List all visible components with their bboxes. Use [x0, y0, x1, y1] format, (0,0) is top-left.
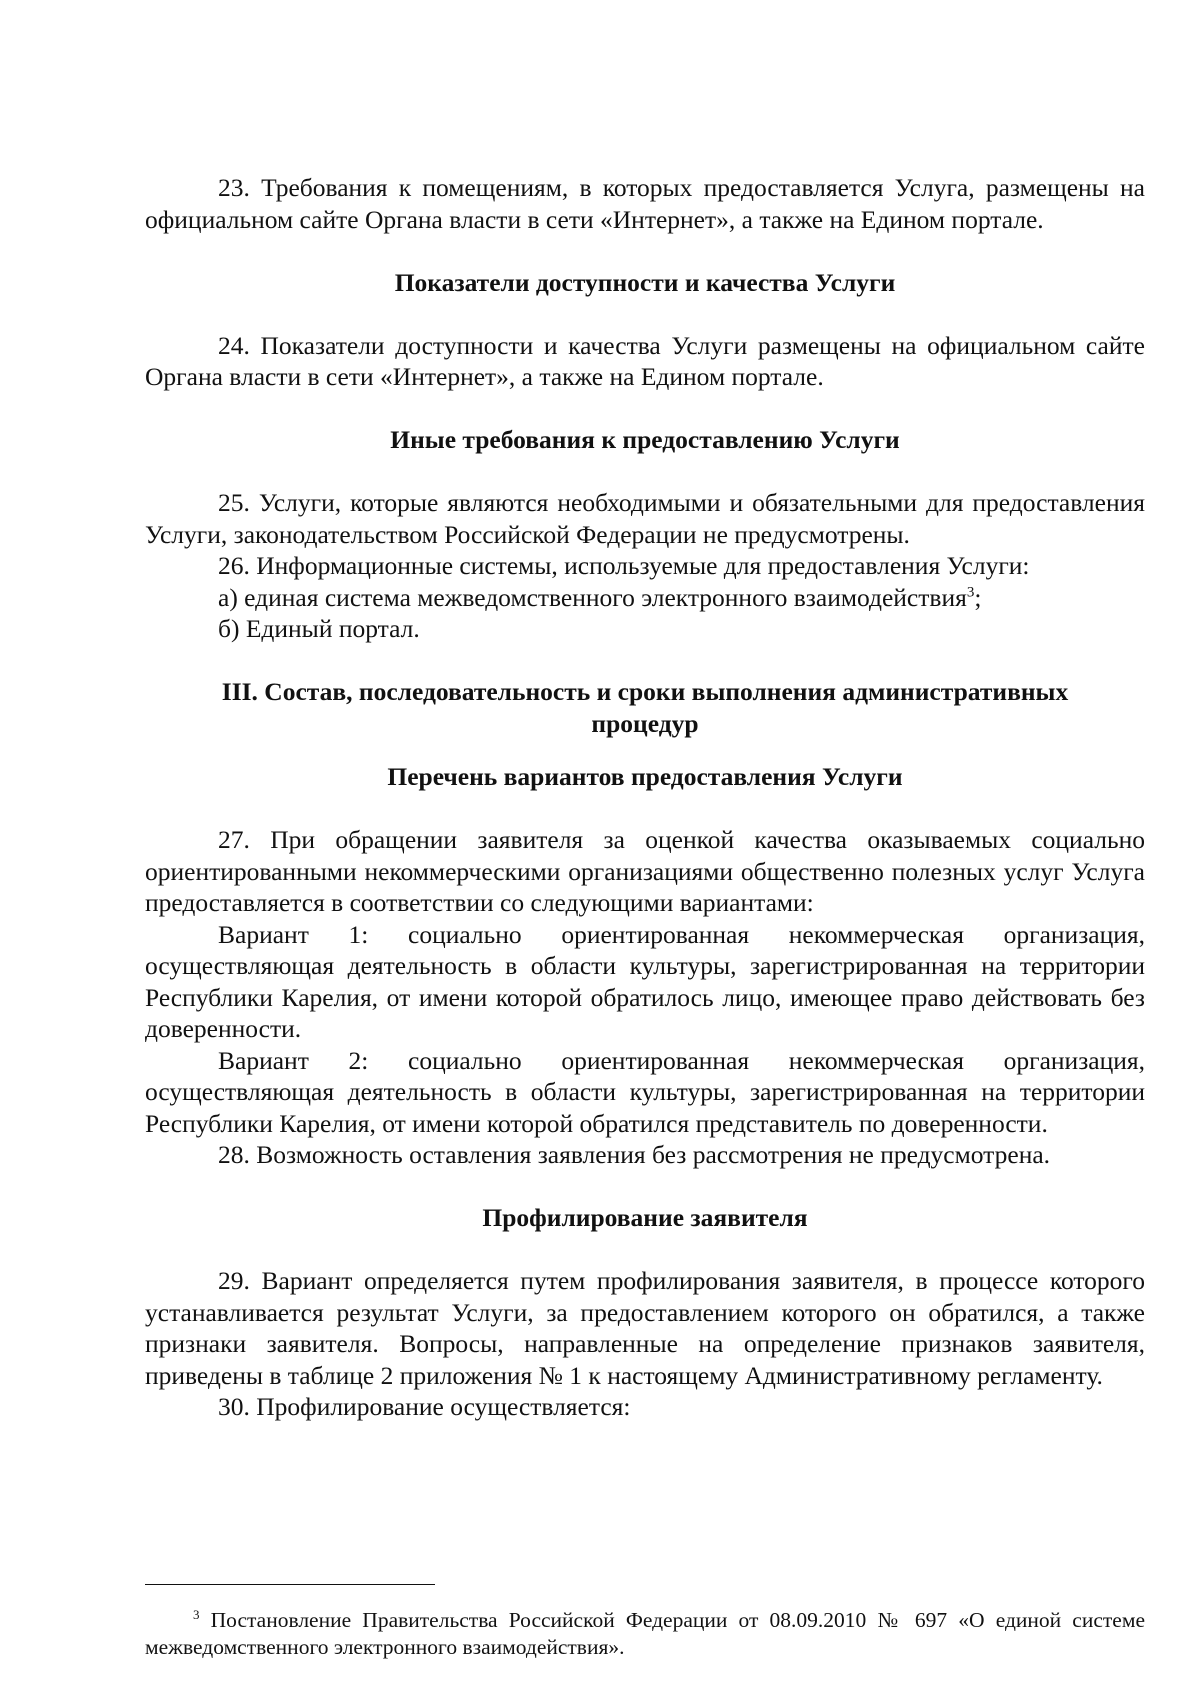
- paragraph-26-a-end: ;: [974, 582, 982, 612]
- footnote-ref: 3: [966, 584, 975, 600]
- paragraph-26-a-text: а) единая система межведомственного электронного взаимодействия: [218, 582, 967, 612]
- footnote: [145, 1607, 1145, 1661]
- paragraph-26-a: [145, 582, 1145, 614]
- variant-2: Вариант 2: социально ориентированная некоммерческая организация, осуществляющая деятельность в области культуры, зарегистрированная на территории Республики Карелия, от имени которой обратился представитель по доверенности.: [145, 1045, 1145, 1138]
- heading-variants: Перечень вариантов предоставления Услуги: [387, 762, 903, 791]
- footnote-text: Постановление Правительства Российской Федерации от 08.09.2010 № 697 «О единой системе межведомственного электронного взаимодействия».: [145, 1608, 1145, 1659]
- paragraph-25: 25. Услуги, которые являются необходимыми и обязательными для предоставления Услуги, законодательством Российской Федерации не предусмотрены.: [145, 488, 1145, 549]
- footnote-mark: 3: [193, 1606, 200, 1622]
- heading-profiling: Профилирование заявителя: [482, 1203, 808, 1232]
- paragraph-28: 28. Возможность оставления заявления без рассмотрения не предусмотрена.: [218, 1140, 1051, 1169]
- document-body: [145, 172, 1145, 1423]
- paragraph-30: 30. Профилирование осуществляется:: [218, 1392, 631, 1421]
- paragraph-29: 29. Вариант определяется путем профилирования заявителя, в процессе которого устанавливается результат Услуги, за предоставлением которого он обратился, а также признаки заявителя. Вопросы, направленные на определение признаков заявителя, приведены в таблице 2 приложения № 1 к настоящему Административному регламенту.: [145, 1266, 1145, 1390]
- paragraph-27: 27. При обращении заявителя за оценкой качества оказываемых социально ориентированными некоммерческими организациями общественно полезных услуг Услуга предоставляется в соответствии со следующими вариантами:: [145, 825, 1145, 917]
- variant-1: Вариант 1: социально ориентированная некоммерческая организация, осуществляющая деятельность в области культуры, зарегистрированная на территории Республики Карелия, от имени которой обратилось лицо, имеющее право действовать без доверенности.: [145, 919, 1145, 1043]
- footnote-divider: [145, 1584, 435, 1585]
- heading-section-3: III. Состав, последовательность и сроки выполнения административных процедур: [221, 677, 1069, 738]
- paragraph-24: 24. Показатели доступности и качества Услуги размещены на официальном сайте Органа власти в сети «Интернет», а также на Едином портале.: [145, 330, 1145, 391]
- heading-indicators: Показатели доступности и качества Услуги: [394, 267, 896, 297]
- paragraph-26: 26. Информационные системы, используемые для предоставления Услуги:: [218, 551, 1030, 580]
- heading-other-requirements: Иные требования к предоставлению Услуги: [390, 425, 900, 454]
- paragraph-26-b: б) Единый портал.: [218, 614, 420, 643]
- paragraph-23: 23. Требования к помещениям, в которых предоставляется Услуга, размещены на официальном сайте Органа власти в сети «Интернет», а также на Едином портале.: [145, 173, 1145, 234]
